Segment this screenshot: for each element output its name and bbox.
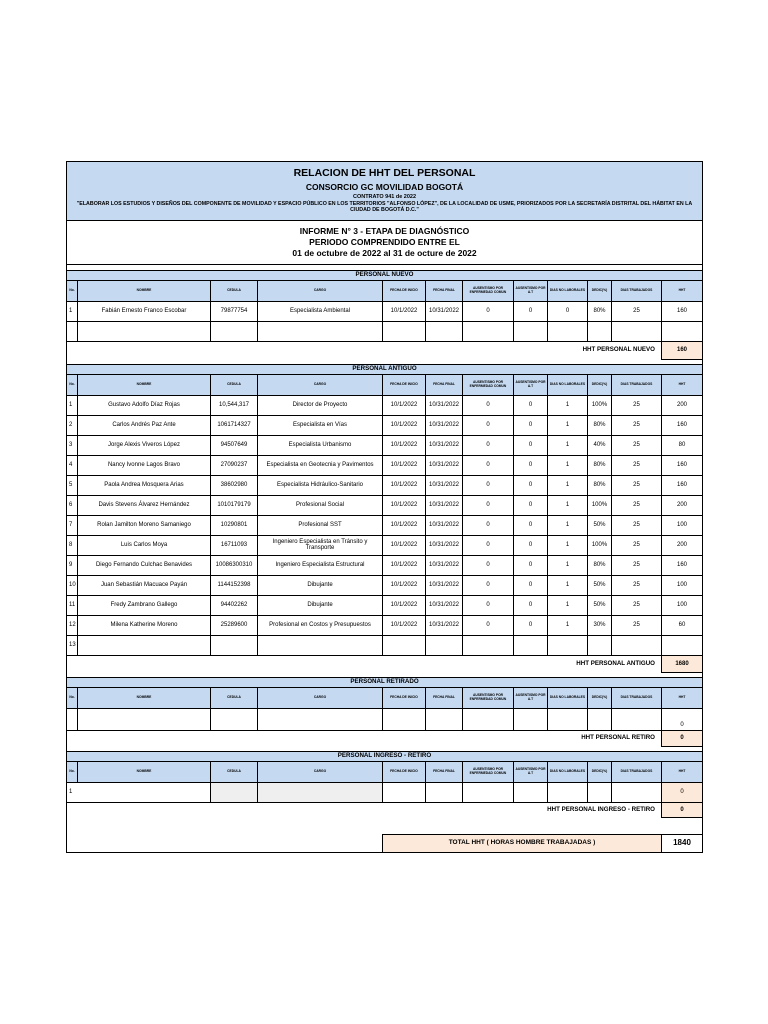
column-header-row — [67, 281, 703, 302]
col-ausentismo-at: AUSENTISMO POR A.T — [514, 374, 548, 395]
section-title-ingreso: PERSONAL INGRESO - RETIRO — [67, 751, 703, 761]
cell-ausentismo-enfermedad: 0 — [463, 302, 514, 322]
col-ausentismo-enfermedad: AUSENTISMO POR ENFERMEDAD COMUN — [463, 688, 514, 709]
cell-ausentismo-at: 0 — [514, 575, 548, 595]
cell-hht: 160 — [662, 455, 703, 475]
cell-fecha-inicio: 10/1/2022 — [383, 475, 426, 495]
cell-dedicacion: 50% — [588, 575, 612, 595]
col-cargo: CARGO — [258, 761, 383, 782]
cell-cedula: 10,544,317 — [211, 395, 258, 415]
cell-ausentismo-at: 0 — [514, 415, 548, 435]
report-stage: INFORME N° 3 - ETAPA DE DIAGNÓSTICO — [299, 225, 470, 236]
table-row — [67, 495, 703, 515]
cell-dedicacion — [588, 635, 612, 655]
ingreso-hht-cell: 0 — [662, 782, 703, 802]
cell-dias-no-laborales — [548, 635, 588, 655]
cell-no: 12 — [67, 615, 78, 635]
cell-nombre: Juan Sebastián Macuace Payán — [78, 575, 211, 595]
retirado-hht-cell: 0 — [662, 709, 703, 731]
cell-dias-trabajados: 25 — [612, 415, 662, 435]
cell-dias-no-laborales: 1 — [548, 455, 588, 475]
cell-fecha-final: 10/31/2022 — [426, 575, 463, 595]
cell-fecha-final: 10/31/2022 — [426, 535, 463, 555]
cell-cargo: Director de Proyecto — [258, 395, 383, 415]
cell-nombre: Milena Katherine Moreno — [78, 615, 211, 635]
col-no: No. — [67, 281, 78, 302]
cell-no: 6 — [67, 495, 78, 515]
cell-fecha-inicio: 10/1/2022 — [383, 515, 426, 535]
cell-fecha-final: 10/31/2022 — [426, 415, 463, 435]
cell-fecha-final: 10/31/2022 — [426, 435, 463, 455]
cell-dedicacion: 80% — [588, 475, 612, 495]
table-row — [67, 535, 703, 555]
cell-no: 8 — [67, 535, 78, 555]
cell-dedicacion: 80% — [588, 555, 612, 575]
cell-fecha-final: 10/31/2022 — [426, 615, 463, 635]
table-row — [67, 475, 703, 495]
col-dias-trabajados: DIAS TRABAJADOS — [612, 374, 662, 395]
hht-table — [66, 161, 703, 853]
cell-fecha-inicio — [383, 635, 426, 655]
cell-dedicacion: 30% — [588, 615, 612, 635]
hht-report-sheet — [66, 161, 702, 853]
company-name: CONSORCIO GC MOVILIDAD BOGOTÁ — [305, 182, 464, 193]
cell-fecha-inicio: 10/1/2022 — [383, 495, 426, 515]
cell-cargo: Especialista Hidráulico-Sanitario — [258, 475, 383, 495]
col-dias-no-laborales: DIAS NO LABORALES — [548, 281, 588, 302]
report-title: RELACION DE HHT DEL PERSONAL — [293, 167, 476, 180]
col-ausentismo-enfermedad: AUSENTISMO POR ENFERMEDAD COMUN — [463, 761, 514, 782]
cell-cedula: 25289600 — [211, 615, 258, 635]
cell-dias-trabajados: 25 — [612, 475, 662, 495]
cell-cedula: 94402262 — [211, 595, 258, 615]
cell-cargo: Profesional en Costos y Presupuestos — [258, 615, 383, 635]
cell-hht: 160 — [662, 415, 703, 435]
table-row — [67, 395, 703, 415]
cell-fecha-inicio: 10/1/2022 — [383, 615, 426, 635]
col-ausentismo-at: AUSENTISMO POR A.T — [514, 688, 548, 709]
total-label-ingreso: HHT PERSONAL INGRESO - RETIRO — [67, 802, 662, 818]
period-label: PERIODO COMPRENDIDO ENTRE EL — [309, 236, 460, 247]
cell-hht: 200 — [662, 535, 703, 555]
cell-ausentismo-enfermedad: 0 — [463, 575, 514, 595]
cell-dias-trabajados: 25 — [612, 435, 662, 455]
cell-no: 3 — [67, 435, 78, 455]
col-cargo: CARGO — [258, 374, 383, 395]
cell-fecha-inicio: 10/1/2022 — [383, 302, 426, 322]
cell-hht: 60 — [662, 615, 703, 635]
cell-hht: 200 — [662, 395, 703, 415]
cell-dedicacion: 80% — [588, 455, 612, 475]
cell-fecha-inicio: 10/1/2022 — [383, 595, 426, 615]
cell-fecha-final: 10/31/2022 — [426, 455, 463, 475]
table-row — [67, 302, 703, 322]
total-value-retirado: 0 — [662, 731, 703, 747]
total-label-nuevo: HHT PERSONAL NUEVO — [67, 342, 662, 360]
cell-nombre: Fabián Ernesto Franco Escobar — [78, 302, 211, 322]
cell-dedicacion: 100% — [588, 395, 612, 415]
cell-no: 9 — [67, 555, 78, 575]
cell-ausentismo-enfermedad — [463, 635, 514, 655]
col-nombre: NOMBRE — [78, 761, 211, 782]
col-fecha-final: FECHA FINAL — [426, 281, 463, 302]
table-row — [67, 455, 703, 475]
total-value-antiguo: 1680 — [662, 655, 703, 673]
section-title-nuevo: PERSONAL NUEVO — [67, 271, 703, 281]
cell-cargo: Ingeniero Especialista en Tránsito y Transporte — [258, 535, 383, 555]
cell-nombre: Nancy Ivonne Lagos Bravo — [78, 455, 211, 475]
total-label-retirado: HHT PERSONAL RETIRO — [67, 731, 662, 747]
col-fecha-inicio: FECHA DE INICIO — [383, 761, 426, 782]
column-header-row — [67, 761, 703, 782]
table-row — [67, 595, 703, 615]
col-cedula: CEDULA — [211, 374, 258, 395]
col-dedicacion: DEDIC(%) — [588, 688, 612, 709]
cell-nombre: Paola Andrea Mosquera Arias — [78, 475, 211, 495]
cell-fecha-final: 10/31/2022 — [426, 495, 463, 515]
cell-fecha-inicio: 10/1/2022 — [383, 575, 426, 595]
period-dates: 01 de octubre de 2022 al 31 de octure de 2022 — [292, 248, 477, 259]
cell-fecha-inicio: 10/1/2022 — [383, 555, 426, 575]
cell-cedula: 79877754 — [211, 302, 258, 322]
cell-fecha-final: 10/31/2022 — [426, 395, 463, 415]
total-label-antiguo: HHT PERSONAL ANTIGUO — [67, 655, 662, 673]
section-title-antiguo: PERSONAL ANTIGUO — [67, 364, 703, 374]
cell-dias-no-laborales: 1 — [548, 535, 588, 555]
cell-ausentismo-at: 0 — [514, 495, 548, 515]
cell-dias-no-laborales: 1 — [548, 595, 588, 615]
cell-ausentismo-at — [514, 635, 548, 655]
cell-hht — [662, 635, 703, 655]
cell-cedula: 1010179179 — [211, 495, 258, 515]
cell-dias-trabajados: 25 — [612, 455, 662, 475]
col-nombre: NOMBRE — [78, 281, 211, 302]
col-hht: HHT — [662, 761, 703, 782]
col-nombre: NOMBRE — [78, 688, 211, 709]
cell-fecha-final: 10/31/2022 — [426, 515, 463, 535]
cell-cargo: Profesional SST — [258, 515, 383, 535]
cell-no: 13 — [67, 635, 78, 655]
cell-ausentismo-at: 0 — [514, 435, 548, 455]
cell-dias-no-laborales: 1 — [548, 515, 588, 535]
cell-cargo: Especialista en Geotecnia y Pavimentos — [258, 455, 383, 475]
cell-cargo: Dibujante — [258, 595, 383, 615]
cell-hht: 200 — [662, 495, 703, 515]
cell-fecha-final: 10/31/2022 — [426, 555, 463, 575]
grand-total-value: 1840 — [662, 835, 703, 853]
col-no: No. — [67, 688, 78, 709]
cell-dias-no-laborales: 1 — [548, 495, 588, 515]
cell-ausentismo-enfermedad: 0 — [463, 455, 514, 475]
cell-dias-trabajados: 25 — [612, 535, 662, 555]
cell-fecha-final: 10/31/2022 — [426, 302, 463, 322]
cell-ausentismo-enfermedad: 0 — [463, 435, 514, 455]
col-fecha-inicio: FECHA DE INICIO — [383, 281, 426, 302]
cell-ausentismo-enfermedad: 0 — [463, 395, 514, 415]
cell-nombre: Luis Carlos Moya — [78, 535, 211, 555]
cell-ausentismo-at: 0 — [514, 395, 548, 415]
col-cargo: CARGO — [258, 281, 383, 302]
cell-dedicacion: 100% — [588, 535, 612, 555]
cell-cedula: 38602980 — [211, 475, 258, 495]
cell-fecha-final: 10/31/2022 — [426, 475, 463, 495]
cell-nombre: Gustavo Adolfo Díaz Rojas — [78, 395, 211, 415]
col-dedicacion: DEDIC(%) — [588, 281, 612, 302]
cell-dias-no-laborales: 1 — [548, 475, 588, 495]
cell-dedicacion: 100% — [588, 495, 612, 515]
cell-fecha-final — [426, 635, 463, 655]
cell-dias-trabajados: 25 — [612, 495, 662, 515]
cell-no: 1 — [67, 395, 78, 415]
cell-cedula: 1144152398 — [211, 575, 258, 595]
cell-ausentismo-at: 0 — [514, 302, 548, 322]
cell-ausentismo-at: 0 — [514, 475, 548, 495]
col-ausentismo-at: AUSENTISMO POR A.T — [514, 281, 548, 302]
nuevo-rows — [67, 302, 703, 322]
col-dias-trabajados: DIAS TRABAJADOS — [612, 688, 662, 709]
cell-dias-trabajados: 25 — [612, 595, 662, 615]
cell-nombre: Jorge Alexis Viveros López — [78, 435, 211, 455]
cell-dias-trabajados: 25 — [612, 615, 662, 635]
cell-cargo: Ingeniero Especialista Estructural — [258, 555, 383, 575]
cell-no: 7 — [67, 515, 78, 535]
cell-ausentismo-enfermedad: 0 — [463, 535, 514, 555]
cell-ausentismo-at: 0 — [514, 595, 548, 615]
cell-ausentismo-enfermedad: 0 — [463, 495, 514, 515]
cell-dias-trabajados: 25 — [612, 395, 662, 415]
col-fecha-final: FECHA FINAL — [426, 374, 463, 395]
cell-cedula: 1061714327 — [211, 415, 258, 435]
cell-dias-no-laborales: 1 — [548, 575, 588, 595]
cell-hht: 160 — [662, 302, 703, 322]
cell-nombre: Davis Stevens Álvarez Hernández — [78, 495, 211, 515]
cell-dedicacion: 40% — [588, 435, 612, 455]
cell-no: 2 — [67, 415, 78, 435]
table-row — [67, 575, 703, 595]
cell-fecha-final: 10/31/2022 — [426, 595, 463, 615]
cell-cedula: 94507649 — [211, 435, 258, 455]
col-dias-no-laborales: DIAS NO LABORALES — [548, 374, 588, 395]
total-value-ingreso: 0 — [662, 802, 703, 818]
table-row — [67, 555, 703, 575]
cell-no: 1 — [67, 302, 78, 322]
cell-fecha-inicio: 10/1/2022 — [383, 435, 426, 455]
cell-dias-trabajados: 25 — [612, 515, 662, 535]
cell-no: 10 — [67, 575, 78, 595]
col-fecha-inicio: FECHA DE INICIO — [383, 688, 426, 709]
cell-hht: 80 — [662, 435, 703, 455]
cell-hht: 100 — [662, 595, 703, 615]
col-cedula: CEDULA — [211, 761, 258, 782]
cell-nombre — [78, 635, 211, 655]
col-nombre: NOMBRE — [78, 374, 211, 395]
table-row — [67, 515, 703, 535]
cell-fecha-inicio: 10/1/2022 — [383, 455, 426, 475]
cell-ausentismo-enfermedad: 0 — [463, 475, 514, 495]
col-fecha-inicio: FECHA DE INICIO — [383, 374, 426, 395]
cell-ausentismo-at: 0 — [514, 555, 548, 575]
cell-ausentismo-at: 0 — [514, 515, 548, 535]
cell-no: 4 — [67, 455, 78, 475]
cell-dedicacion: 80% — [588, 415, 612, 435]
cell-dias-trabajados: 25 — [612, 555, 662, 575]
cell-nombre: Fredy Zambrano Gallego — [78, 595, 211, 615]
cell-cedula: 16711093 — [211, 535, 258, 555]
cell-dias-trabajados: 25 — [612, 302, 662, 322]
table-row — [67, 635, 703, 655]
cell-hht: 100 — [662, 575, 703, 595]
col-fecha-final: FECHA FINAL — [426, 688, 463, 709]
grand-total-label: TOTAL HHT ( HORAS HOMBRE TRABAJADAS ) — [383, 835, 662, 853]
cell-cedula: 27090237 — [211, 455, 258, 475]
cell-cargo: Especialista Ambiental — [258, 302, 383, 322]
col-no: No. — [67, 761, 78, 782]
cell-cargo: Especialista Urbanismo — [258, 435, 383, 455]
col-ausentismo-at: AUSENTISMO POR A.T — [514, 761, 548, 782]
contract-object: "ELABORAR LOS ESTUDIOS Y DISEÑOS DEL COMPONENTE DE MOVILIDAD Y ESPACIO PÚBLICO EN LOS TERRITORIOS "ALFONSO LÓPEZ", DE LA LOCALIDAD DE USME, PRIORIZADOS POR LA SECRETARÍA DISTRITAL DEL HÁBITAT EN LA CIUDAD DE BOGOTÁ D.C." — [76, 201, 693, 214]
column-header-row — [67, 374, 703, 395]
cell-dias-no-laborales: 0 — [548, 302, 588, 322]
cell-ausentismo-at: 0 — [514, 615, 548, 635]
cell-ausentismo-at: 0 — [514, 535, 548, 555]
col-cargo: CARGO — [258, 688, 383, 709]
cell-fecha-inicio: 10/1/2022 — [383, 415, 426, 435]
title-block — [67, 162, 703, 221]
cell-hht: 160 — [662, 555, 703, 575]
cell-ausentismo-enfermedad: 0 — [463, 415, 514, 435]
cell-hht: 100 — [662, 515, 703, 535]
cell-ausentismo-enfermedad: 0 — [463, 595, 514, 615]
col-cedula: CEDULA — [211, 688, 258, 709]
cell-dedicacion: 80% — [588, 302, 612, 322]
col-ausentismo-enfermedad: AUSENTISMO POR ENFERMEDAD COMUN — [463, 374, 514, 395]
col-cedula: CEDULA — [211, 281, 258, 302]
cell-cargo: Dibujante — [258, 575, 383, 595]
col-no: No. — [67, 374, 78, 395]
cell-dedicacion: 50% — [588, 595, 612, 615]
cell-dias-no-laborales: 1 — [548, 415, 588, 435]
table-row — [67, 782, 703, 802]
col-dias-trabajados: DIAS TRABAJADOS — [612, 761, 662, 782]
cell-hht: 160 — [662, 475, 703, 495]
cell-ausentismo-enfermedad: 0 — [463, 615, 514, 635]
col-dias-no-laborales: DIAS NO LABORALES — [548, 688, 588, 709]
cell-nombre: Rolan Jamilton Moreno Samaniego — [78, 515, 211, 535]
cell-cedula: 10086300310 — [211, 555, 258, 575]
col-ausentismo-enfermedad: AUSENTISMO POR ENFERMEDAD COMUN — [463, 281, 514, 302]
col-dedicacion: DEDIC(%) — [588, 374, 612, 395]
cell-dias-no-laborales: 1 — [548, 395, 588, 415]
col-hht: HHT — [662, 281, 703, 302]
cell-nombre: Carlos Andrés Paz Ante — [78, 415, 211, 435]
col-hht: HHT — [662, 688, 703, 709]
cell-ausentismo-at: 0 — [514, 455, 548, 475]
cell-no: 11 — [67, 595, 78, 615]
col-dias-trabajados: DIAS TRABAJADOS — [612, 281, 662, 302]
table-row — [67, 709, 703, 731]
cell-cedula — [211, 635, 258, 655]
col-dedicacion: DEDIC(%) — [588, 761, 612, 782]
col-hht: HHT — [662, 374, 703, 395]
contract-number: CONTRATO 941 de 2022 — [352, 194, 417, 201]
column-header-row — [67, 688, 703, 709]
cell-ausentismo-enfermedad: 0 — [463, 515, 514, 535]
cell-fecha-inicio: 10/1/2022 — [383, 395, 426, 415]
cell-cargo: Especialista en Vías — [258, 415, 383, 435]
cell-fecha-inicio: 10/1/2022 — [383, 535, 426, 555]
cell-dias-no-laborales: 1 — [548, 555, 588, 575]
cell-no: 5 — [67, 475, 78, 495]
cell-dias-trabajados: 25 — [612, 575, 662, 595]
table-row — [67, 415, 703, 435]
col-fecha-final: FECHA FINAL — [426, 761, 463, 782]
section-title-retirado: PERSONAL RETIRADO — [67, 678, 703, 688]
table-row — [67, 615, 703, 635]
col-dias-no-laborales: DIAS NO LABORALES — [548, 761, 588, 782]
cell-dedicacion: 50% — [588, 515, 612, 535]
cell-nombre: Diego Fernando Culchac Benavides — [78, 555, 211, 575]
cell-cargo: Profesional Social — [258, 495, 383, 515]
cell-cedula: 10290801 — [211, 515, 258, 535]
cell-dias-no-laborales: 1 — [548, 435, 588, 455]
cell-dias-no-laborales: 1 — [548, 615, 588, 635]
cell-dias-trabajados — [612, 635, 662, 655]
antiguo-rows — [67, 395, 703, 655]
report-period-block — [67, 221, 703, 265]
total-value-nuevo: 160 — [662, 342, 703, 360]
table-row — [67, 435, 703, 455]
cell-cargo — [258, 635, 383, 655]
ingreso-row-number: 1 — [67, 782, 78, 802]
cell-ausentismo-enfermedad: 0 — [463, 555, 514, 575]
